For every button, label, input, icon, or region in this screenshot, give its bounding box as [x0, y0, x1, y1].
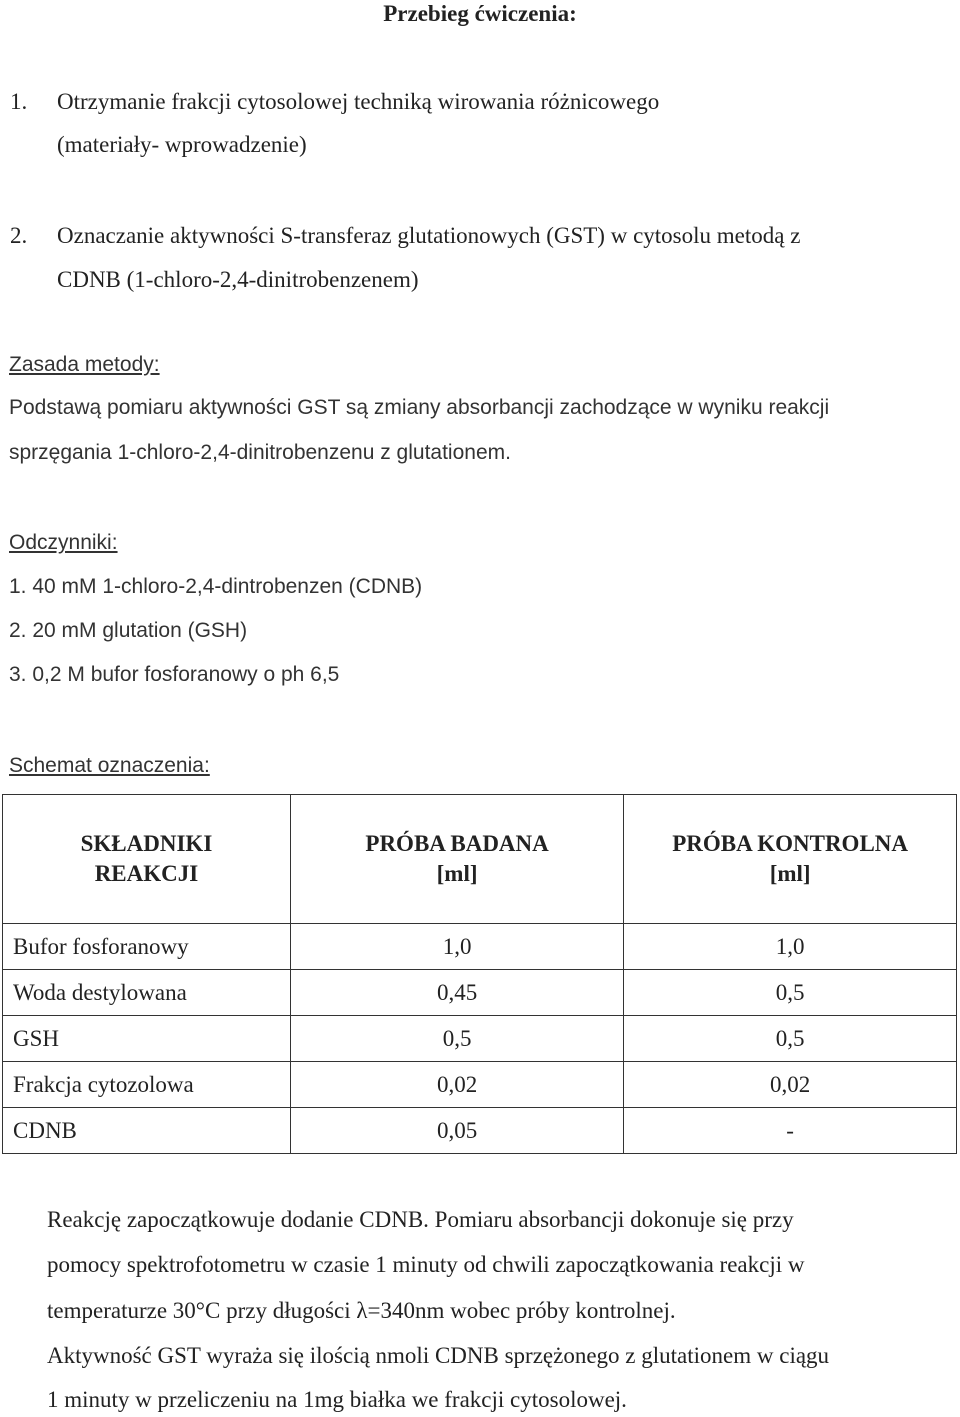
- header-components-line-2: REAKCJI: [94, 861, 199, 886]
- principle-heading: Zasada metody:: [9, 353, 160, 376]
- component-cell: Frakcja cytozolowa: [3, 1062, 291, 1108]
- header-components-line-1: SKŁADNIKI: [80, 831, 213, 856]
- sample-cell: 0,05: [290, 1108, 623, 1154]
- principle-line-2: sprzęgania 1-chloro-2,4-dinitrobenzenu z glutationem.: [9, 441, 511, 464]
- header-sample-line-2: [ml]: [436, 861, 478, 886]
- header-sample-line-1: PRÓBA BADANA: [365, 831, 549, 856]
- notes-line-3: temperaturze 30°C przy długości λ=340nm wobec próby kontrolnej.: [47, 1298, 676, 1323]
- notes-line-1: Reakcję zapoczątkowuje dodanie CDNB. Pomiaru absorbancji dokonuje się przy: [47, 1207, 794, 1232]
- component-cell: Woda destylowana: [3, 970, 291, 1016]
- table-header-row: [3, 795, 957, 924]
- page-title: Przebieg ćwiczenia:: [383, 1, 577, 26]
- control-cell: 0,02: [624, 1062, 957, 1108]
- step-2-number: 2.: [10, 223, 28, 248]
- header-control: [624, 795, 957, 924]
- step-1-title: Otrzymanie frakcji cytosolowej techniką wirowania różnicowego: [57, 89, 660, 114]
- schema-table: [2, 794, 957, 1154]
- reagent-item: 3. 0,2 M bufor fosforanowy o ph 6,5: [9, 663, 340, 686]
- table-row: [3, 924, 957, 970]
- component-cell: GSH: [3, 1016, 291, 1062]
- notes-line-5: 1 minuty w przeliczeniu na 1mg białka we frakcji cytosolowej.: [47, 1387, 627, 1412]
- control-cell: 1,0: [624, 924, 957, 970]
- sample-cell: 0,5: [290, 1016, 623, 1062]
- header-control-line-1: PRÓBA KONTROLNA: [672, 831, 909, 856]
- step-1-subtitle: (materiały- wprowadzenie): [57, 132, 307, 157]
- table-row: [3, 1108, 957, 1154]
- component-cell: Bufor fosforanowy: [3, 924, 291, 970]
- table-row: [3, 1016, 957, 1062]
- sample-cell: 0,45: [290, 970, 623, 1016]
- control-cell: 0,5: [624, 970, 957, 1016]
- header-sample: [290, 795, 623, 924]
- step-2-subtitle: CDNB (1-chloro-2,4-dinitrobenzenem): [57, 267, 419, 292]
- table-row: [3, 1062, 957, 1108]
- reagent-item: 2. 20 mM glutation (GSH): [9, 619, 248, 642]
- component-cell: CDNB: [3, 1108, 291, 1154]
- notes-line-2: pomocy spektrofotometru w czasie 1 minuty od chwili zapoczątkowania reakcji w: [47, 1252, 805, 1277]
- table-row: [3, 970, 957, 1016]
- control-cell: -: [624, 1108, 957, 1154]
- notes-line-4: Aktywność GST wyraża się ilością nmoli CDNB sprzężonego z glutationem w ciągu: [47, 1343, 830, 1368]
- reagent-item: 1. 40 mM 1-chloro-2,4-dintrobenzen (CDNB): [9, 575, 423, 598]
- sample-cell: 0,02: [290, 1062, 623, 1108]
- principle-line-1: Podstawą pomiaru aktywności GST są zmiany absorbancji zachodzące w wyniku reakcji: [9, 396, 830, 419]
- sample-cell: 1,0: [290, 924, 623, 970]
- step-1-number: 1.: [10, 89, 28, 114]
- schema-heading: Schemat oznaczenia:: [9, 754, 210, 777]
- control-cell: 0,5: [624, 1016, 957, 1062]
- step-2-title: Oznaczanie aktywności S-transferaz glutationowych (GST) w cytosolu metodą z: [57, 223, 801, 248]
- header-components: [3, 795, 291, 924]
- reagents-heading: Odczynniki:: [9, 531, 118, 554]
- header-control-line-2: [ml]: [769, 861, 811, 886]
